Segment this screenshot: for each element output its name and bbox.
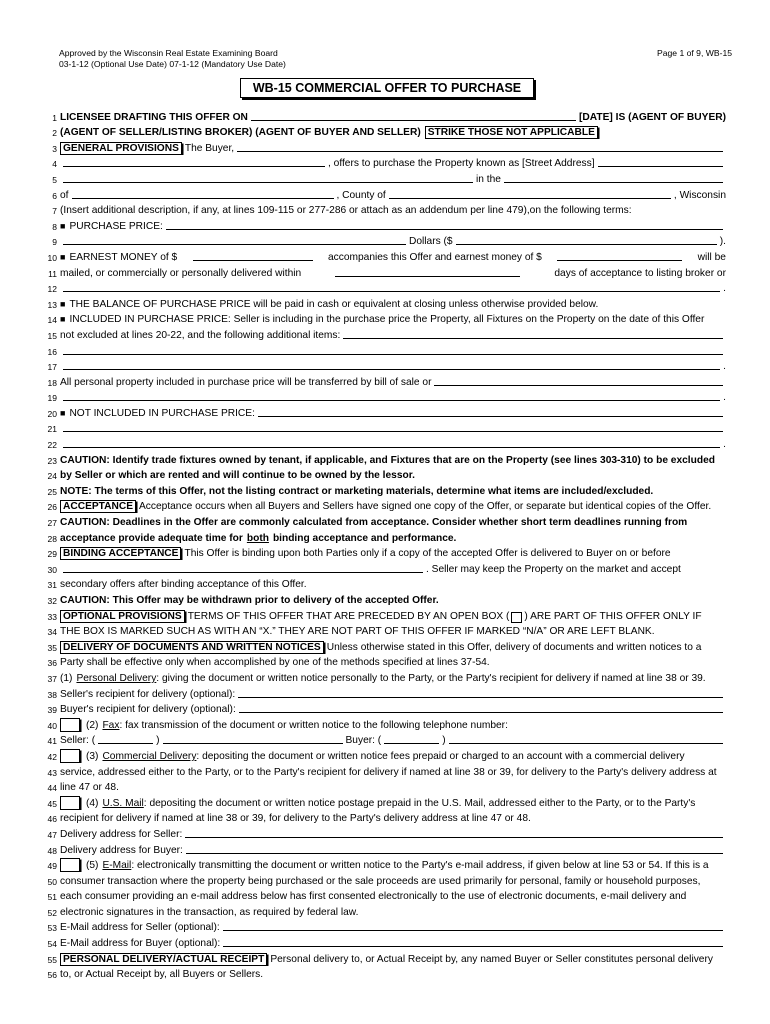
buyer-label: The Buyer,	[184, 142, 235, 154]
personal-delivery-text: : giving the document or written notice personally to the Party, or the Party's recipient for delivery if named at line 38 or 39.	[156, 672, 706, 684]
us-mail-checkbox[interactable]	[60, 796, 80, 810]
line-44: 44 line 47 or 48.	[47, 782, 119, 794]
bill-of-sale-text: All personal property included in purchase price will be transferred by bill of sale or	[60, 376, 432, 388]
wisconsin-label: , Wisconsin	[673, 189, 726, 201]
bullet-icon: ■	[60, 298, 66, 309]
form-title: WB-15 COMMERCIAL OFFER TO PURCHASE	[240, 78, 534, 98]
line-35: 35 DELIVERY OF DOCUMENTS AND WRITTEN NOTICES Unless otherwise stated in this Offer, delivery of documents and written notices to a	[47, 641, 702, 653]
street-address-field-2[interactable]	[63, 182, 473, 183]
seller-recipient-label: Seller's recipient for delivery (optional):	[60, 688, 236, 700]
line-7: 7 (Insert additional description, if any, at lines 109-115 or 277-286 or attach as an addendum per line 479),on the following terms:	[52, 205, 632, 217]
method-3-number: (3)	[86, 750, 99, 762]
in-the-label: in the	[476, 173, 501, 185]
header-approval	[59, 48, 286, 70]
line-50: 50 consumer transaction where the property being purchased or the sale proceeds are used primarily for personal, family or household purposes,	[47, 875, 701, 887]
email-label: E-Mail	[102, 860, 132, 872]
buyer-email-field[interactable]	[223, 946, 723, 947]
binding-text: This Offer is binding upon both Parties only if a copy of the accepted Offer is delivered to Buyer on or before	[184, 548, 671, 560]
buyer-recipient-field[interactable]	[239, 712, 723, 713]
commercial-delivery-label: Commercial Delivery	[102, 750, 197, 762]
buyer-fax-area-field[interactable]	[384, 743, 439, 744]
street-address-field[interactable]	[598, 166, 723, 167]
purchase-price-field[interactable]	[166, 229, 723, 230]
line-53: 53 E-Mail address for Seller (optional):	[30, 919, 726, 935]
line-14: 14 ■ INCLUDED IN PURCHASE PRICE: Seller is including in the purchase price the Property, all Fixtures on the Property on the date of this Offer	[47, 314, 705, 326]
additional-items-label: not excluded at lines 20-22, and the following additional items:	[60, 329, 341, 341]
description-note: (Insert additional description, if any, at lines 109-115 or 277-286 or attach as an addendum per line 479),on the following terms:	[60, 205, 632, 217]
line-28: 28 acceptance provide adequate time for both binding acceptance and performance.	[47, 532, 457, 544]
buyer-name-field[interactable]	[237, 151, 723, 152]
county-field[interactable]	[389, 198, 671, 199]
included-text: INCLUDED IN PURCHASE PRICE: Seller is including in the purchase price the Property, all Fixtures on the Property on the date of this Offer	[69, 314, 705, 326]
line-24: 24 by Seller or which are rented and will continue to be owned by the lessor.	[47, 470, 415, 482]
period: .	[723, 283, 726, 295]
line-36: 36 Party shall be effective only when accomplished by one of the methods specified at lines 37-54.	[47, 657, 490, 669]
line-46: 46 recipient for delivery if named at line 38 or 39, for delivery to the Party's delivery address at line 47 or 48.	[47, 813, 531, 825]
optional-text-2: ) ARE PART OF THIS OFFER ONLY IF	[524, 610, 702, 622]
section-delivery-notices: DELIVERY OF DOCUMENTS AND WRITTEN NOTICES	[60, 641, 324, 654]
earnest-holder-field[interactable]	[63, 291, 720, 292]
method-4-number: (4)	[86, 797, 99, 809]
line-40: 40 (2) Fax : fax transmission of the document or written notice to the following telephone number:	[47, 719, 508, 731]
line-9: 9 Dollars ($ ).	[52, 236, 726, 248]
included-items-field-3[interactable]	[63, 369, 720, 370]
seller-email-label: E-Mail address for Seller (optional):	[60, 922, 220, 934]
seller-market-text: . Seller may keep the Property on the market and accept	[426, 563, 681, 575]
line-48: 48 Delivery address for Buyer:	[30, 841, 726, 857]
seller-address-field[interactable]	[185, 837, 723, 838]
email-text: : electronically transmitting the document or written notice to the Party's e-mail address, if given below at line 53 or 54. If this is a	[131, 860, 709, 872]
buyer-name-field-2[interactable]	[63, 166, 325, 167]
of-label: of	[60, 189, 69, 201]
line-8: 8 ■ PURCHASE PRICE:	[30, 217, 726, 233]
strike-notice: STRIKE THOSE NOT APPLICABLE	[425, 126, 598, 139]
method-2-number: (2)	[86, 719, 99, 731]
us-mail-label: U.S. Mail	[102, 797, 144, 809]
email-text-4: electronic signatures in the transaction, as required by federal law.	[60, 906, 359, 918]
line-23: 23 CAUTION: Identify trade fixtures owned by tenant, if applicable, and Fixtures that are on the Property (see lines 303-310) to be excluded	[47, 454, 715, 466]
bullet-icon: ■	[60, 407, 66, 418]
transfer-method-field[interactable]	[434, 385, 723, 386]
line-42: 42 (3) Commercial Delivery : depositing the document or written notice fees prepaid or charged to an account with a commercial delivery	[47, 750, 685, 762]
delivery-text: Unless otherwise stated in this Offer, delivery of documents and written notices to a	[326, 641, 702, 653]
line-31: 31 secondary offers after binding acceptance of this Offer.	[47, 579, 307, 591]
seller-fax-number-field[interactable]	[163, 743, 343, 744]
bullet-icon: ■	[60, 220, 66, 231]
line-13: 13 ■ THE BALANCE OF PURCHASE PRICE will be paid in cash or equivalent at closing unless otherwise provided below.	[47, 298, 599, 310]
paren: )	[442, 735, 446, 747]
line-20: 20 ■ NOT INCLUDED IN PURCHASE PRICE:	[30, 404, 726, 420]
form-body	[30, 108, 726, 981]
line-19: 19 .	[47, 392, 726, 404]
section-personal-delivery: PERSONAL DELIVERY/ACTUAL RECEIPT	[60, 953, 267, 966]
fax-label: Fax	[102, 719, 120, 731]
caution-trade-fixtures: CAUTION: Identify trade fixtures owned by tenant, if applicable, and Fixtures that are on the Property (see lines 303-310) to be excluded	[60, 454, 715, 466]
buyer-email-label: E-Mail address for Buyer (optional):	[60, 938, 221, 950]
additional-earnest-field[interactable]	[557, 260, 682, 261]
included-items-field[interactable]	[343, 338, 723, 339]
line-17: 17 .	[47, 361, 726, 373]
caution-withdrawn: CAUTION: This Offer may be withdrawn prior to delivery of the accepted Offer.	[60, 595, 439, 606]
section-acceptance: ACCEPTANCE	[60, 500, 136, 513]
line-11: 11 mailed, or commercially or personally delivered within days of acceptance to listing broker or	[48, 267, 726, 279]
section-optional-provisions: OPTIONAL PROVISIONS	[60, 610, 185, 623]
personal-delivery-receipt-text-2: to, or Actual Receipt by, all Buyers or Sellers.	[60, 969, 264, 981]
excluded-items-field-2[interactable]	[63, 431, 723, 432]
agency-options: (AGENT OF SELLER/LISTING BROKER) (AGENT OF BUYER AND SELLER)	[60, 127, 421, 139]
commercial-delivery-text: : depositing the document or written notice fees prepaid or charged to an account with a commercial delivery	[196, 750, 685, 762]
price-words-field[interactable]	[63, 244, 406, 245]
paren: )	[156, 735, 160, 747]
use-dates: 03-1-12 (Optional Use Date) 07-1-12 (Mandatory Use Date)	[59, 59, 286, 69]
line-37: 37 (1) Personal Delivery : giving the document or written notice personally to the Party, or the Party's recipient for delivery if named at line 38 or 39.	[47, 672, 706, 684]
line-12: 12 .	[47, 283, 726, 295]
county-label: , County of	[336, 189, 386, 201]
email-text-3: each consumer providing an e-mail address below has first consented electronically to the use of electronic documents, e-mail delivery and	[60, 891, 687, 903]
us-mail-text-2: recipient for delivery if named at line 38 or 39, for delivery to the Party's delivery address at line 47 or 48.	[60, 813, 531, 825]
line-4: 4 , offers to purchase the Property known as [Street Address]	[30, 155, 726, 171]
days-acceptance-label: days of acceptance to listing broker or	[554, 267, 726, 279]
municipality-type-field[interactable]	[504, 182, 723, 183]
binding-deadline-field[interactable]	[63, 572, 423, 573]
line-3: 3 GENERAL PROVISIONS The Buyer,	[30, 139, 726, 155]
line-27: 27 CAUTION: Deadlines in the Offer are commonly calculated from acceptance. Consider whether short term deadlines running from	[47, 517, 688, 529]
line-47: 47 Delivery address for Seller:	[30, 825, 726, 841]
line-41: 41 Seller: ( ) Buyer: ( )	[30, 732, 726, 748]
section-general-provisions: GENERAL PROVISIONS	[60, 142, 182, 155]
line-10: 10 ■ EARNEST MONEY of $ accompanies this Offer and earnest money of $ will be	[47, 251, 726, 263]
included-items-field-2[interactable]	[63, 354, 723, 355]
line-54: 54 E-Mail address for Buyer (optional):	[30, 934, 726, 950]
municipality-field[interactable]	[72, 198, 334, 199]
line-18: 18 All personal property included in purchase price will be transferred by bill of sale or	[30, 373, 726, 389]
section-binding-acceptance: BINDING ACCEPTANCE	[60, 547, 181, 560]
both-emphasis: both	[246, 532, 269, 544]
personal-delivery-receipt-text: Personal delivery to, or Actual Receipt by, any named Buyer or Seller constitutes personal delivery	[270, 953, 713, 965]
acceptance-text: Acceptance occurs when all Buyers and Sellers have signed one copy of the Offer, or separate but identical copies of the Offer.	[139, 501, 712, 513]
earnest-accompanies: accompanies this Offer and earnest money of $	[327, 251, 542, 263]
bullet-icon: ■	[60, 314, 66, 325]
paren-close: ).	[719, 236, 726, 248]
line-43: 43 service, addressed either to the Party, or to the Party's recipient for delivery if named at line 38 or 39, for delivery to the Party's delivery address at	[47, 766, 717, 778]
days-field[interactable]	[335, 276, 520, 277]
will-be-label: will be	[697, 251, 726, 263]
licensee-label: LICENSEE DRAFTING THIS OFFER ON	[60, 111, 248, 123]
earnest-money-label: EARNEST MONEY of $	[69, 251, 178, 263]
excluded-items-field[interactable]	[258, 416, 723, 417]
page-number: Page 1 of 9, WB-15	[657, 48, 732, 58]
offer-text: , offers to purchase the Property known as [Street Address]	[328, 158, 595, 170]
seller-fax-area-field[interactable]	[98, 743, 153, 744]
line-25: 25 NOTE: The terms of this Offer, not the listing contract or marketing materials, determine what items are included/excluded.	[47, 485, 654, 497]
buyer-fax-number-field[interactable]	[449, 743, 723, 744]
delivery-text-2: Party shall be effective only when accomplished by one of the methods specified at lines 37-54.	[60, 657, 490, 669]
line-39: 39 Buyer's recipient for delivery (optional):	[30, 701, 726, 717]
line-30: 30 . Seller may keep the Property on the market and accept	[47, 563, 681, 575]
email-checkbox[interactable]	[60, 858, 80, 872]
seller-fax-label: Seller: (	[60, 735, 96, 747]
fax-text: : fax transmission of the document or written notice to the following telephone number:	[119, 719, 508, 731]
caution-deadlines: CAUTION: Deadlines in the Offer are commonly calculated from acceptance. Consider whether short term deadlines running from	[60, 517, 688, 529]
buyer-recipient-label: Buyer's recipient for delivery (optional):	[60, 704, 236, 716]
seller-address-label: Delivery address for Seller:	[60, 828, 183, 840]
commercial-delivery-checkbox[interactable]	[60, 749, 80, 763]
line-21: 21	[30, 420, 726, 436]
line-32: 32 CAUTION: This Offer may be withdrawn prior to delivery of the accepted Offer.	[47, 595, 439, 606]
buyer-fax-label: Buyer: (	[345, 735, 382, 747]
line-6: 6 of , County of , Wisconsin	[52, 189, 726, 201]
optional-text: TERMS OF THIS OFFER THAT ARE PRECEDED BY AN OPEN BOX (	[187, 610, 510, 622]
line-5: 5 in the	[30, 170, 726, 186]
personal-delivery-label: Personal Delivery	[76, 672, 157, 684]
line-45: 45 (4) U.S. Mail : depositing the document or written notice postage prepaid in the U.S. Mail, addressed either to the Party, or to the Party's	[47, 797, 696, 809]
drafting-date-field[interactable]	[251, 120, 576, 121]
secondary-offers-text: secondary offers after binding acceptance of this Offer.	[60, 579, 307, 591]
approval-text: Approved by the Wisconsin Real Estate Examining Board	[59, 48, 278, 58]
line-26: 26 ACCEPTANCE Acceptance occurs when all Buyers and Sellers have signed one copy of the Offer, or separate but identical copies of the Offer.	[47, 501, 712, 513]
line-33: 33 OPTIONAL PROVISIONS TERMS OF THIS OFFER THAT ARE PRECEDED BY AN OPEN BOX ( ) ARE PART OF THIS OFFER ONLY IF	[47, 610, 702, 622]
caution-lessor: by Seller or which are rented and will continue to be owned by the lessor.	[60, 470, 415, 482]
not-included-label: NOT INCLUDED IN PURCHASE PRICE:	[69, 407, 255, 419]
line-51: 51 each consumer providing an e-mail address below has first consented electronically to the use of electronic documents, e-mail delivery and	[47, 891, 687, 903]
balance-text: THE BALANCE OF PURCHASE PRICE will be paid in cash or equivalent at closing unless otherwise provided below.	[69, 298, 599, 310]
seller-email-field[interactable]	[223, 930, 723, 931]
buyer-address-label: Delivery address for Buyer:	[60, 844, 183, 856]
excluded-items-field-3[interactable]	[63, 447, 720, 448]
earnest-money-field[interactable]	[193, 260, 313, 261]
dollars-label: Dollars ($	[409, 236, 453, 248]
transfer-method-field-2[interactable]	[63, 400, 720, 401]
line-29: 29 BINDING ACCEPTANCE This Offer is binding upon both Parties only if a copy of the accepted Offer is delivered to Buyer on or before	[47, 548, 671, 560]
agency-label: [DATE] IS (AGENT OF BUYER)	[579, 111, 726, 123]
commercial-delivery-text-2: service, addressed either to the Party, or to the Party's recipient for delivery if named at line 38 or 39, for delivery to the Party's delivery address at	[60, 766, 717, 778]
line-56: 56 to, or Actual Receipt by, all Buyers or Sellers.	[47, 969, 264, 981]
bullet-icon: ■	[60, 251, 66, 262]
box-marked-text: THE BOX IS MARKED SUCH AS WITH AN “X.” THEY ARE NOT PART OF THIS OFFER IF MARKED “N/A” OR ARE LEFT BLANK.	[60, 626, 655, 638]
method-1-number: (1)	[60, 672, 73, 684]
period: .	[723, 392, 726, 404]
period: .	[723, 439, 726, 451]
line-38: 38 Seller's recipient for delivery (optional):	[30, 685, 726, 701]
us-mail-text: : depositing the document or written notice postage prepaid in the U.S. Mail, addressed either to the Party, or to the Party's	[143, 797, 696, 809]
caution-deadlines-3: binding acceptance and performance.	[272, 532, 457, 544]
buyer-address-field[interactable]	[186, 853, 723, 854]
purchase-price-label: PURCHASE PRICE:	[69, 220, 163, 232]
line-16: 16	[30, 342, 726, 358]
caution-deadlines-2: acceptance provide adequate time for	[60, 532, 243, 544]
seller-recipient-field[interactable]	[238, 697, 723, 698]
line-1: 1 LICENSEE DRAFTING THIS OFFER ON [DATE] IS (AGENT OF BUYER)	[52, 111, 726, 123]
note-terms: NOTE: The terms of this Offer, not the listing contract or marketing materials, determine what items are included/excluded.	[60, 485, 654, 497]
line-2: 2 (AGENT OF SELLER/LISTING BROKER) (AGENT OF BUYER AND SELLER) STRIKE THOSE NOT APPLICABLE	[30, 124, 726, 140]
line-15: 15 not excluded at lines 20-22, and the following additional items:	[30, 326, 726, 342]
method-5-number: (5)	[86, 860, 99, 872]
open-box-icon	[511, 612, 522, 623]
line-55: 55 PERSONAL DELIVERY/ACTUAL RECEIPT Personal delivery to, or Actual Receipt by, any named Buyer or Seller constitutes personal delivery	[47, 953, 713, 965]
fax-checkbox[interactable]	[60, 718, 80, 732]
delivery-within-label: mailed, or commercially or personally delivered within	[60, 267, 302, 279]
line-52: 52 electronic signatures in the transaction, as required by federal law.	[47, 906, 359, 918]
period: .	[723, 361, 726, 373]
commercial-delivery-text-3: line 47 or 48.	[60, 782, 119, 794]
price-number-field[interactable]	[456, 244, 717, 245]
line-22: 22 .	[47, 439, 726, 451]
line-34: 34 THE BOX IS MARKED SUCH AS WITH AN “X.” THEY ARE NOT PART OF THIS OFFER IF MARKED “N/A” OR ARE LEFT BLANK.	[47, 626, 655, 638]
email-text-2: consumer transaction where the property being purchased or the sale proceeds are used primarily for personal, family or household purposes,	[60, 875, 701, 887]
line-49: 49 (5) E-Mail : electronically transmitting the document or written notice to the Party's e-mail address, if given below at line 53 or 54. If this is a	[47, 860, 709, 872]
